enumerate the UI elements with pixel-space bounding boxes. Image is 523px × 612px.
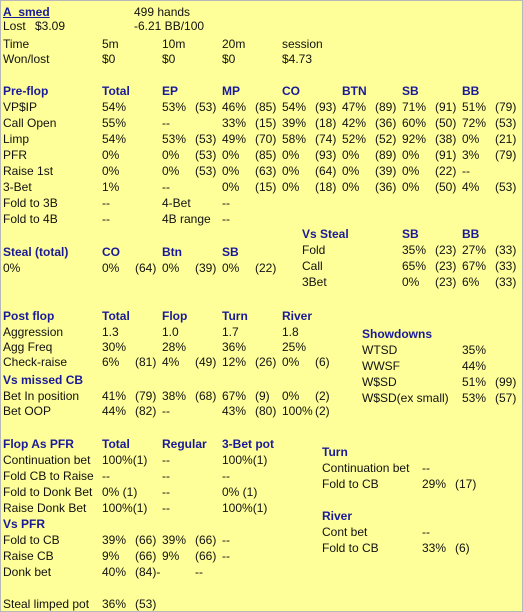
showdown-value: 51% <box>462 375 487 389</box>
preflop-cell-count: (15) <box>255 116 277 130</box>
flop-pfr-row-label: Fold CB to Raise <box>3 469 94 483</box>
preflop-cell-count: (89) <box>375 100 397 114</box>
steal-sb-count: (22) <box>255 261 277 275</box>
flop-pfr-total-value: 100%(1) <box>102 453 148 467</box>
vs-pfr-total-value: 39% <box>102 533 127 547</box>
vs-pfr-3bet-value: -- <box>195 565 203 579</box>
preflop-row-label: Call Open <box>3 116 57 130</box>
flop-pfr-regular-value: -- <box>162 501 170 515</box>
vs-pfr-regular-value: 9% <box>162 549 180 563</box>
time-col-session: session <box>282 37 323 51</box>
preflop-cell-count: (53) <box>495 116 517 130</box>
vs-pfr-total-count: (84)- <box>135 565 161 579</box>
preflop-cell-value: 0% <box>282 180 300 194</box>
preflop-cell-value: 92% <box>402 132 427 146</box>
vs-pfr-regular-count: (66) <box>195 549 217 563</box>
preflop-cell-value: 33% <box>222 116 247 130</box>
vs-pfr-total-value: 9% <box>102 549 120 563</box>
preflop-title: Pre-flop <box>3 84 49 98</box>
won-lost-label: Won/lost <box>3 52 50 66</box>
flop-pfr-3bet-value: -- <box>222 469 230 483</box>
time-col-20m: 20m <box>222 37 246 51</box>
showdown-row-label: WWSF <box>362 359 400 373</box>
showdown-row-label: WTSD <box>362 343 398 357</box>
preflop-cell-value: 3% <box>462 148 480 162</box>
preflop-header-ep: EP <box>162 84 179 98</box>
preflop-cell-value: 71% <box>402 100 427 114</box>
missed-cb-cell-count: (2) <box>315 404 330 418</box>
river-value: -- <box>422 525 430 539</box>
turn-title: Turn <box>322 445 348 459</box>
four-bet-label: 4-Bet <box>162 196 191 210</box>
preflop-row-label: Limp <box>3 132 30 146</box>
preflop-cell-value: 51% <box>462 100 487 114</box>
preflop-cell-count: (38) <box>435 132 457 146</box>
showdown-value: 53% <box>462 391 487 405</box>
preflop-cell-value: -- <box>462 164 470 178</box>
flop-pfr-total-value: 100%(1) <box>102 501 148 515</box>
preflop-cell-value: 4% <box>462 180 480 194</box>
showdown-value: 35% <box>462 343 487 357</box>
flop-pfr-regular-header: Regular <box>162 437 207 451</box>
postflop-row-label: Aggression <box>3 325 64 339</box>
vs-steal-sb-value: 65% <box>402 259 427 273</box>
river-value: 33% <box>422 541 447 555</box>
preflop-row-label: VP$IP <box>3 100 38 114</box>
preflop-cell-count: (50) <box>435 116 457 130</box>
preflop-header-btn: BTN <box>342 84 367 98</box>
vs-steal-title: Vs Steal <box>302 227 349 241</box>
steal-title: Steal (total) <box>3 245 69 259</box>
preflop-cell-value: 54% <box>282 100 307 114</box>
vs-pfr-3bet-value: -- <box>222 533 230 547</box>
postflop-header-total: Total <box>102 309 130 323</box>
preflop-row-label: PFR <box>3 148 27 162</box>
won-5m: $0 <box>102 52 116 66</box>
won-10m: $0 <box>162 52 176 66</box>
showdown-row-label: W$SD(ex small) <box>362 391 449 405</box>
steal-co-header: CO <box>102 245 120 259</box>
showdowns-title: Showdowns <box>362 327 432 341</box>
flop-pfr-row-label: Raise Donk Bet <box>3 501 87 515</box>
showdown-count: (99) <box>495 375 517 389</box>
preflop-cell-count: (70) <box>255 132 277 146</box>
fold-to-3b-label: Fold to 3B <box>3 196 58 210</box>
missed-cb-cell-value: 44% <box>102 404 127 418</box>
preflop-cell-value: 0% <box>222 180 240 194</box>
flop-pfr-total-value: -- <box>102 469 110 483</box>
preflop-cell-value: 0% <box>102 148 120 162</box>
preflop-cell-value: 54% <box>102 100 127 114</box>
flop-pfr-regular-value: -- <box>162 485 170 499</box>
postflop-cell-value: 0% <box>282 355 300 369</box>
preflop-cell-count: (52) <box>375 132 397 146</box>
postflop-title: Post flop <box>3 309 55 323</box>
preflop-row-label: 3-Bet <box>3 180 32 194</box>
flop-pfr-regular-value: -- <box>162 453 170 467</box>
preflop-cell-count: (53) <box>195 100 217 114</box>
missed-cb-cell-count: (79) <box>135 389 157 403</box>
postflop-cell-count: (49) <box>195 355 217 369</box>
missed-cb-cell-value: 100% <box>282 404 313 418</box>
missed-cb-cell-value: 0% <box>282 389 300 403</box>
flop-pfr-row-label: Continuation bet <box>3 453 91 467</box>
fold-to-4b-label: Fold to 4B <box>3 212 58 226</box>
flop-pfr-total-header: Total <box>102 437 130 451</box>
vs-pfr-title: Vs PFR <box>3 517 46 531</box>
flop-pfr-row-label: Fold to Donk Bet <box>3 485 93 499</box>
preflop-cell-value: 0% <box>402 148 420 162</box>
flop-pfr-total-value: 0% (1) <box>102 485 138 499</box>
vs-steal-bb-count: (33) <box>495 275 517 289</box>
player-name[interactable]: A_smed <box>3 5 50 19</box>
preflop-header-co: CO <box>282 84 300 98</box>
showdown-count: (57) <box>495 391 517 405</box>
preflop-header-bb: BB <box>462 84 480 98</box>
postflop-cell-value: 1.7 <box>222 325 239 339</box>
river-row-label: Cont bet <box>322 525 368 539</box>
postflop-row-label: Check-raise <box>3 355 68 369</box>
postflop-cell-value: 36% <box>222 340 247 354</box>
preflop-cell-value: 58% <box>282 132 307 146</box>
steal-limped-pot-count: (53) <box>135 597 157 611</box>
preflop-cell-value: 0% <box>102 164 120 178</box>
preflop-cell-count: (91) <box>435 100 457 114</box>
river-title: River <box>322 509 353 523</box>
postflop-cell-count: (81) <box>135 355 157 369</box>
preflop-cell-count: (53) <box>195 132 217 146</box>
postflop-header-flop: Flop <box>162 309 188 323</box>
steal-btn-header: Btn <box>162 245 182 259</box>
preflop-cell-count: (50) <box>435 180 457 194</box>
preflop-cell-value: 53% <box>162 132 187 146</box>
missed-cb-cell-value: -- <box>162 404 170 418</box>
preflop-header-total: Total <box>102 84 130 98</box>
preflop-cell-count: (63) <box>255 164 277 178</box>
missed-cb-cell-count: (2) <box>315 389 330 403</box>
missed-cb-row-label: Bet In position <box>3 389 80 403</box>
flop-pfr-3bet-header: 3-Bet pot <box>222 437 274 451</box>
preflop-cell-count: (79) <box>495 148 517 162</box>
vs-pfr-row-label: Donk bet <box>3 565 52 579</box>
preflop-cell-value: 60% <box>402 116 427 130</box>
preflop-cell-value: -- <box>162 116 170 130</box>
preflop-cell-count: (93) <box>315 148 337 162</box>
steal-sb-header: SB <box>222 245 239 259</box>
missed-cb-cell-value: 38% <box>162 389 187 403</box>
vs-pfr-total-count: (66) <box>135 533 157 547</box>
postflop-cell-value: 1.8 <box>282 325 299 339</box>
vs-steal-bb-value: 27% <box>462 243 487 257</box>
vs-pfr-total-count: (66) <box>135 549 157 563</box>
four-bet-range-value: -- <box>222 212 230 226</box>
four-bet-range-label: 4B range <box>162 212 211 226</box>
postflop-cell-value: 6% <box>102 355 120 369</box>
steal-total: 0% <box>3 261 21 275</box>
preflop-cell-count: (93) <box>315 100 337 114</box>
postflop-cell-value: 1.0 <box>162 325 179 339</box>
missed-cb-cell-count: (80) <box>255 404 277 418</box>
preflop-cell-value: 0% <box>342 164 360 178</box>
preflop-cell-value: 0% <box>462 132 480 146</box>
missed-cb-cell-value: 43% <box>222 404 247 418</box>
missed-cb-cell-count: (82) <box>135 404 157 418</box>
preflop-cell-count: (18) <box>315 180 337 194</box>
preflop-cell-value: 54% <box>102 132 127 146</box>
postflop-cell-value: 30% <box>102 340 127 354</box>
preflop-cell-value: 42% <box>342 116 367 130</box>
flop-pfr-regular-value: -- <box>162 469 170 483</box>
preflop-cell-count: (39) <box>375 164 397 178</box>
flop-pfr-3bet-value: 0% (1) <box>222 485 258 499</box>
postflop-cell-value: 28% <box>162 340 187 354</box>
turn-count: (17) <box>455 477 477 491</box>
flop-as-pfr-title: Flop As PFR <box>3 437 74 451</box>
vs-steal-sb-header: SB <box>402 227 419 241</box>
preflop-cell-value: 0% <box>342 180 360 194</box>
preflop-cell-value: 53% <box>162 100 187 114</box>
river-row-label: Fold to CB <box>322 541 379 555</box>
vs-pfr-regular-count: (66) <box>195 533 217 547</box>
won-20m: $0 <box>222 52 236 66</box>
postflop-cell-value: 25% <box>282 340 307 354</box>
vs-steal-sb-count: (23) <box>435 275 457 289</box>
preflop-header-mp: MP <box>222 84 240 98</box>
missed-cb-cell-count: (9) <box>255 389 270 403</box>
postflop-cell-count: (26) <box>255 355 277 369</box>
preflop-cell-count: (53) <box>495 180 517 194</box>
steal-limped-pot-label: Steal limped pot <box>3 597 90 611</box>
preflop-cell-value: 72% <box>462 116 487 130</box>
postflop-row-label: Agg Freq <box>3 340 53 354</box>
preflop-cell-count: (79) <box>495 100 517 114</box>
preflop-cell-count: (15) <box>255 180 277 194</box>
vs-pfr-total-value: 40% <box>102 565 127 579</box>
bb-per-100: -6.21 BB/100 <box>134 19 205 33</box>
preflop-cell-value: 0% <box>342 148 360 162</box>
postflop-cell-count: (6) <box>315 355 330 369</box>
fold-to-4b-total: -- <box>102 212 110 226</box>
time-col-5m: 5m <box>102 37 119 51</box>
vs-missed-cb-title: Vs missed CB <box>3 373 84 387</box>
vs-steal-bb-value: 67% <box>462 259 487 273</box>
steal-btn-count: (39) <box>195 261 217 275</box>
vs-steal-bb-header: BB <box>462 227 480 241</box>
preflop-header-sb: SB <box>402 84 419 98</box>
preflop-cell-count: (36) <box>375 116 397 130</box>
vs-steal-bb-count: (33) <box>495 243 517 257</box>
vs-pfr-regular-value: 39% <box>162 533 187 547</box>
preflop-cell-value: 0% <box>402 164 420 178</box>
steal-sb-value: 0% <box>222 261 240 275</box>
preflop-cell-value: 0% <box>222 164 240 178</box>
lost-amount: $3.09 <box>35 19 66 33</box>
postflop-cell-value: 4% <box>162 355 180 369</box>
preflop-cell-value: 0% <box>222 148 240 162</box>
preflop-cell-count: (22) <box>435 164 457 178</box>
preflop-cell-count: (53) <box>195 164 217 178</box>
vs-steal-sb-value: 0% <box>402 275 420 289</box>
preflop-cell-count: (64) <box>315 164 337 178</box>
missed-cb-cell-value: 41% <box>102 389 127 403</box>
lost-label: Lost <box>3 19 26 33</box>
showdown-value: 44% <box>462 359 487 373</box>
hand-count: 499 hands <box>134 5 191 19</box>
missed-cb-cell-value: 67% <box>222 389 247 403</box>
time-col-10m: 10m <box>162 37 186 51</box>
showdown-row-label: W$SD <box>362 375 397 389</box>
postflop-header-turn: Turn <box>222 309 248 323</box>
postflop-header-river: River <box>282 309 313 323</box>
preflop-cell-count: (18) <box>315 116 337 130</box>
preflop-cell-value: 39% <box>282 116 307 130</box>
vs-steal-bb-count: (33) <box>495 259 517 273</box>
flop-pfr-3bet-value: 100%(1) <box>222 501 268 515</box>
steal-btn-value: 0% <box>162 261 180 275</box>
preflop-cell-value: 0% <box>282 148 300 162</box>
turn-value: 29% <box>422 477 447 491</box>
turn-row-label: Continuation bet <box>322 461 410 475</box>
preflop-cell-value: 49% <box>222 132 247 146</box>
preflop-cell-value: 52% <box>342 132 367 146</box>
flop-pfr-3bet-value: 100%(1) <box>222 453 268 467</box>
preflop-cell-value: 55% <box>102 116 127 130</box>
postflop-cell-value: 12% <box>222 355 247 369</box>
preflop-cell-value: 0% <box>402 180 420 194</box>
vs-steal-row-label: Fold <box>302 243 326 257</box>
steal-limped-pot-value: 36% <box>102 597 127 611</box>
preflop-cell-value: -- <box>162 180 170 194</box>
vs-steal-sb-value: 35% <box>402 243 427 257</box>
fold-to-3b-total: -- <box>102 196 110 210</box>
preflop-cell-value: 47% <box>342 100 367 114</box>
preflop-cell-count: (53) <box>195 148 217 162</box>
vs-steal-row-label: Call <box>302 259 323 273</box>
vs-steal-sb-count: (23) <box>435 243 457 257</box>
preflop-cell-count: (74) <box>315 132 337 146</box>
vs-steal-bb-value: 6% <box>462 275 480 289</box>
preflop-cell-value: 0% <box>282 164 300 178</box>
vs-steal-row-label: 3Bet <box>302 275 327 289</box>
vs-pfr-row-label: Fold to CB <box>3 533 60 547</box>
missed-cb-row-label: Bet OOP <box>3 404 52 418</box>
won-session: $4.73 <box>282 52 313 66</box>
steal-co-count: (64) <box>135 261 157 275</box>
preflop-cell-count: (21) <box>495 132 517 146</box>
postflop-cell-value: 1.3 <box>102 325 119 339</box>
preflop-cell-value: 1% <box>102 180 120 194</box>
preflop-cell-value: 0% <box>162 148 180 162</box>
preflop-row-label: Raise 1st <box>3 164 54 178</box>
preflop-cell-count: (36) <box>375 180 397 194</box>
vs-steal-sb-count: (23) <box>435 259 457 273</box>
preflop-cell-count: (85) <box>255 148 277 162</box>
turn-row-label: Fold to CB <box>322 477 379 491</box>
preflop-cell-count: (89) <box>375 148 397 162</box>
time-label: Time <box>3 37 30 51</box>
four-bet-value: -- <box>222 196 230 210</box>
steal-co-value: 0% <box>102 261 120 275</box>
turn-value: -- <box>422 461 430 475</box>
preflop-cell-count: (85) <box>255 100 277 114</box>
vs-pfr-3bet-value: -- <box>222 549 230 563</box>
vs-pfr-row-label: Raise CB <box>3 549 54 563</box>
preflop-cell-count: (91) <box>435 148 457 162</box>
preflop-cell-value: 46% <box>222 100 247 114</box>
missed-cb-cell-count: (68) <box>195 389 217 403</box>
preflop-cell-value: 0% <box>162 164 180 178</box>
river-count: (6) <box>455 541 470 555</box>
